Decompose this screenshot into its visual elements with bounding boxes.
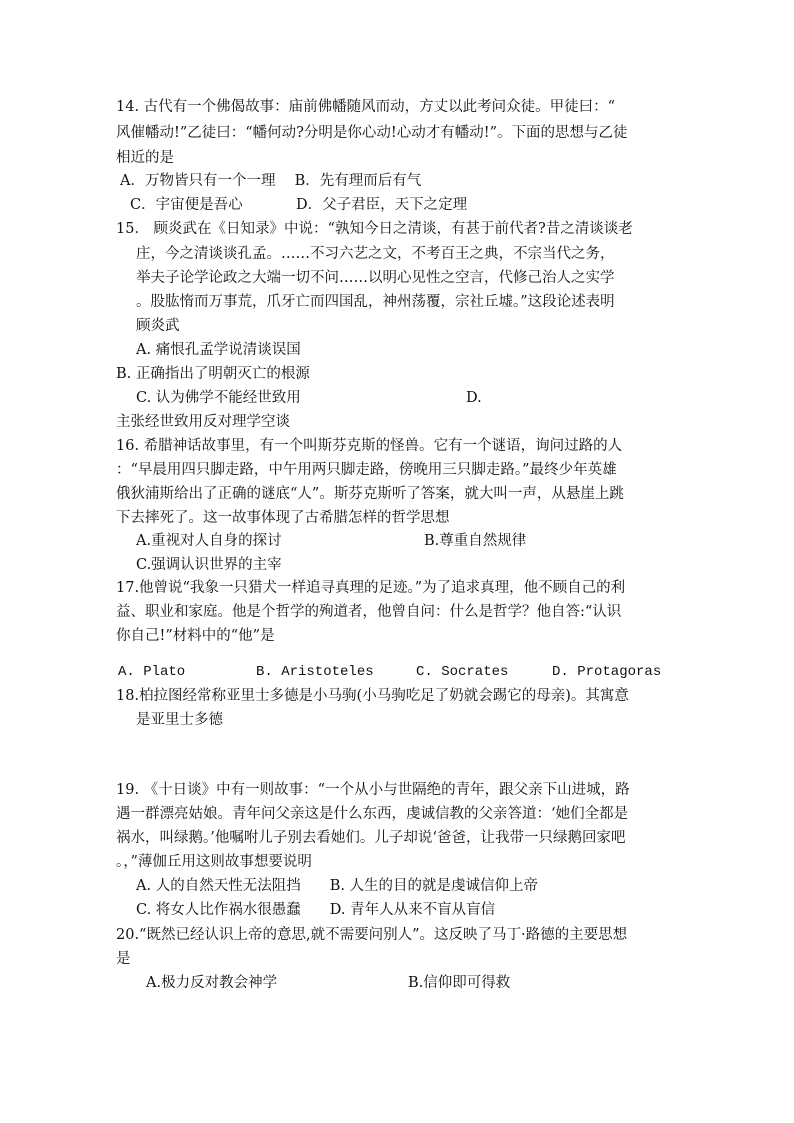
q19-stem-line-2: 遇一群漂亮姑娘。青年问父亲这是什么东西，虔诚信教的父亲答道：‘她们全都是 (116, 806, 629, 822)
q16-option-b: B.尊重自然规律 (424, 533, 527, 549)
q19-options-ab: A. 人的自然天性无法阻挡 B. 人生的目的就是虔诚信仰上帝 (136, 878, 539, 894)
q16-option-a: A.重视对人自身的探讨 (136, 533, 282, 549)
q20-stem-line-1: 20.“既然已经认识上帝的意思,就不需要问别人”。这反映了马丁·路德的主要思想 (116, 927, 628, 943)
q16-option-c: C.强调认识世界的主宰 (136, 557, 282, 573)
q14-options-ab: A．万物皆只有一个一理 B．先有理而后有气 (120, 173, 422, 189)
q16-stem-line-4: 下去摔死了。这一故事体现了古希腊怎样的哲学思想 (116, 510, 450, 526)
q15-option-a: A. 痛恨孔孟学说清谈误国 (136, 342, 301, 358)
q14-option-c: C．宇宙便是吾心 (130, 197, 243, 213)
q17-stem-line-3: 你自己!”材料中的“他”是 (116, 628, 275, 644)
q18-stem-line-1: 18.柏拉图经常称亚里士多德是小马驹(小马驹吃足了奶就会踢它的母亲)。其寓意 (116, 688, 629, 704)
q19-stem-line-4: 。，”薄伽丘用这则故事想要说明 (116, 854, 312, 870)
q15-option-c: C. 认为佛学不能经世致用 (136, 390, 301, 406)
q17-stem-line-1: 17.他曾说“我象一只猎犬一样追寻真理的足迹。”为了追求真理，他不顾自己的利 (116, 580, 626, 596)
q17-option-a: A. Plato (118, 664, 186, 680)
q16-stem-line-2: ：“早晨用四只脚走路，中午用两只脚走路，傍晚用三只脚走路。”最终少年英雄 (116, 462, 617, 478)
q17-option-d: D. Protagoras (552, 664, 662, 680)
q15-stem-line-5: 顾炎武 (136, 318, 180, 334)
q17-option-b: B. Aristoteles (256, 664, 374, 680)
q17-option-c: C. Socrates (416, 664, 509, 680)
q15-stem-line-3: 举夫子论学论政之大端一切不问……以明心见性之空言，代修己治人之实学 (136, 270, 615, 286)
q19-stem-line-3: 祸水，叫绿鹅。’他嘱咐儿子别去看她们。儿子却说‘爸爸，让我带一只绿鹅回家吧 (116, 830, 626, 846)
q20-option-a: A.极力反对教会神学 (146, 975, 278, 991)
q16-stem-line-1: 16. 希腊神话故事里，有一个叫斯芬克斯的怪兽。它有一个谜语，询问过路的人 (116, 438, 623, 454)
q19-stem-line-1: 19. 《十日谈》中有一则故事：“一个从小与世隔绝的青年，跟父亲下山进城，路 (116, 782, 630, 798)
q15-option-d-text: 主张经世致用反对理学空谈 (116, 414, 290, 430)
q18-stem-line-2: 是亚里士多德 (136, 712, 223, 728)
q17-stem-line-2: 益、职业和家庭。他是个哲学的殉道者，他曾自问：什么是哲学？他自答:“认识 (116, 604, 622, 620)
q14-option-d: D．父子君臣，天下之定理 (296, 197, 468, 213)
q20-stem-line-2: 是 (116, 951, 131, 967)
q15-option-b: B. 正确指出了明朝灭亡的根源 (116, 366, 310, 382)
q15-stem-line-4: 。股肱惰而万事荒，爪牙亡而四国乱，神州荡覆，宗社丘墟。”这段论述表明 (136, 294, 615, 310)
q19-options-cd: C. 将女人比作祸水很愚蠢 D. 青年人从来不盲从盲信 (136, 902, 496, 918)
q20-option-b: B.信仰即可得救 (408, 975, 511, 991)
q14-stem-line-2: 风催幡动!”乙徒曰：“幡何动?分明是你心动!心动才有幡动!”。下面的思想与乙徒 (116, 125, 628, 141)
q15-stem-line-1: 15． 顾炎武在《日知录》中说：“孰知今日之清谈，有甚于前代者?昔之清谈谈老 (116, 221, 633, 237)
q15-stem-line-2: 庄，今之清谈谈孔孟。……不习六艺之文，不考百王之典，不宗当代之务， (136, 246, 615, 262)
q16-stem-line-3: 俄狄浦斯给出了正确的谜底“人”。斯芬克斯听了答案，就大叫一声，从悬崖上跳 (116, 486, 624, 502)
q15-option-d-label: D. (466, 390, 482, 406)
q14-stem-line-3: 相近的是 (116, 150, 174, 166)
q14-stem-line-1: 14. 古代有一个佛偈故事：庙前佛幡随风而动，方丈以此考问众徒。甲徒曰：“ (116, 99, 616, 115)
